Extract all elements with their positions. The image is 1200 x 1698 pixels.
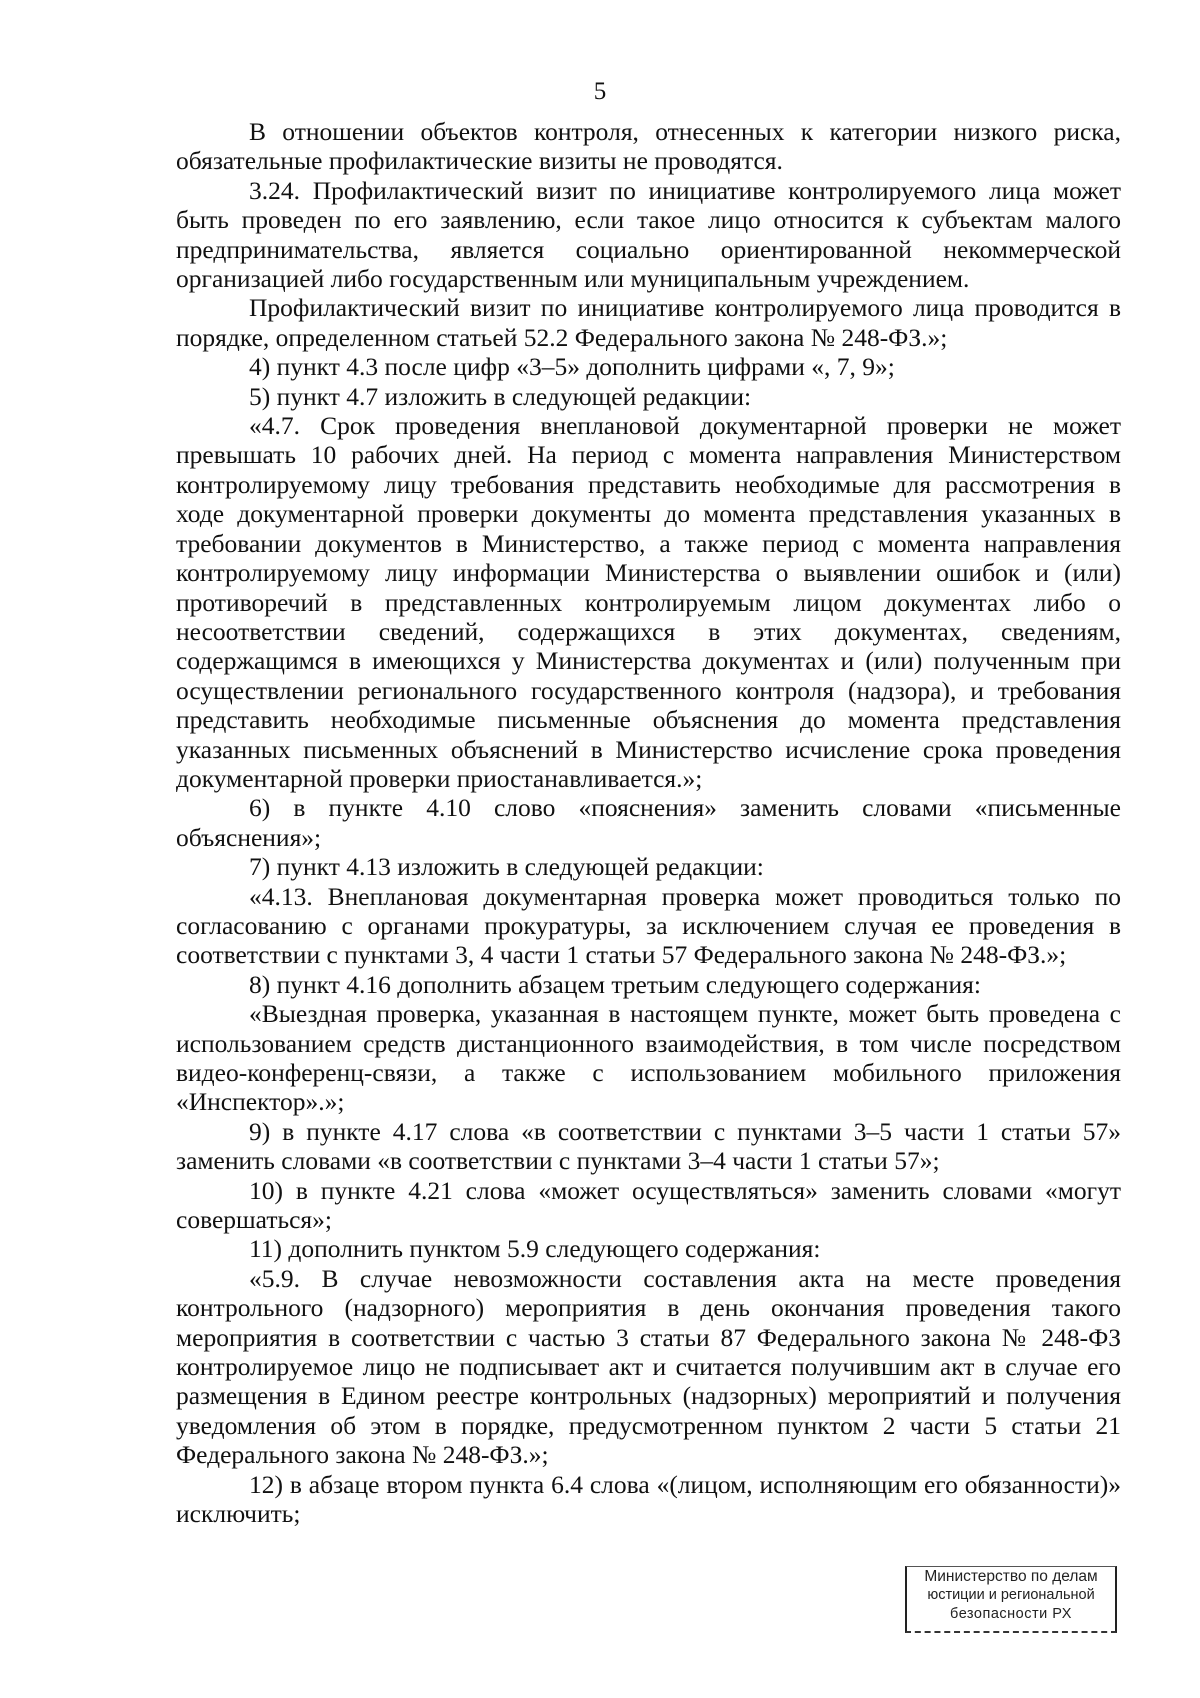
ministry-stamp	[905, 1566, 1117, 1633]
paragraph: «4.13. Внеплановая документарная проверка может проводиться только по согласованию с органами прокуратуры, за исключением случая ее проведения в соответствии с пунктами 3, 4 части 1 статьи 57 Федерального закона № 248-ФЗ.»;	[176, 881, 1121, 970]
paragraph: 7) пункт 4.13 изложить в следующей редакции:	[249, 852, 764, 882]
stamp-line: юстиции и региональной	[927, 1587, 1095, 1603]
paragraph: 11) дополнить пунктом 5.9 следующего содержания:	[249, 1234, 821, 1264]
paragraph: 10) в пункте 4.21 слова «может осуществляться» заменить словами «могут совершаться»;	[176, 1175, 1121, 1235]
paragraph: В отношении объектов контроля, отнесенных к категории низкого риска, обязательные профилактические визиты не проводятся.	[176, 117, 1121, 176]
stamp-line: Министерство по делам	[924, 1568, 1098, 1585]
paragraph: «4.7. Срок проведения внеплановой документарной проверки не может превышать 10 рабочих дней. На период с момента направления Министерством контролируемому лицу требования представить необходимые для рассмотрения в ходе документарной проверки документы до момента представления указанных в требовании документов в Министерство, а также период с момента направления контролируемому лицу информации Министерства о выявлении ошибок и (или) противоречий в представленных контролируемым лицом документах либо о несоответствии сведений, содержащихся в этих документах, сведениям, содержащимся в имеющихся у Министерства документах и (или) полученным при осуществлении регионального государственного контроля (надзора), и требования представить необходимые письменные объяснения до момента представления указанных письменных объяснений в Министерство исчисление срока проведения документарной проверки приостанавливается.»;	[176, 411, 1121, 793]
paragraph: 12) в абзаце втором пункта 6.4 слова «(лицом, исполняющим его обязанности)» исключить;	[176, 1469, 1121, 1529]
stamp-line: безопасности РХ	[950, 1606, 1072, 1622]
paragraph: 9) в пункте 4.17 слова «в соответствии с пунктами 3–5 части 1 статьи 57» заменить словами «в соответствии с пунктами 3–4 части 1 статьи 57»;	[176, 1116, 1121, 1176]
paragraph: Профилактический визит по инициативе контролируемого лица проводится в порядке, определенном статьей 52.2 Федерального закона № 248-ФЗ.»;	[176, 293, 1121, 352]
paragraph: 3.24. Профилактический визит по инициативе контролируемого лица может быть проведен по его заявлению, если такое лицо относится к субъектам малого предпринимательства, является социально ориентированной некоммерческой организацией либо государственным или муниципальным учреждением.	[176, 175, 1121, 294]
paragraph: 8) пункт 4.16 дополнить абзацем третьим следующего содержания:	[249, 969, 981, 999]
paragraph: 4) пункт 4.3 после цифр «3–5» дополнить цифрами «, 7, 9»;	[249, 352, 895, 382]
page-number: 5	[593, 78, 607, 105]
document-body	[176, 117, 1121, 1529]
paragraph: «Выездная проверка, указанная в настоящем пункте, может быть проведена с использованием средств дистанционного взаимодействия, в том числе посредством видео-конференц-связи, а также с использованием мобильного приложения «Инспектор».»;	[176, 999, 1121, 1117]
paragraph: 6) в пункте 4.10 слово «пояснения» заменить словами «письменные объяснения»;	[176, 793, 1121, 852]
paragraph: «5.9. В случае невозможности составления акта на месте проведения контрольного (надзорного) мероприятия в день окончания проведения такого мероприятия в соответствии с частью 3 статьи 87 Федерального закона № 248-ФЗ контролируемое лицо не подписывает акт и считается получившим акт в случае его размещения в Едином реестре контрольных (надзорных) мероприятий и получения уведомления об этом в порядке, предусмотренном пунктом 2 части 5 статьи 21 Федерального закона № 248-ФЗ.»;	[176, 1263, 1121, 1470]
paragraph: 5) пункт 4.7 изложить в следующей редакции:	[249, 381, 752, 411]
